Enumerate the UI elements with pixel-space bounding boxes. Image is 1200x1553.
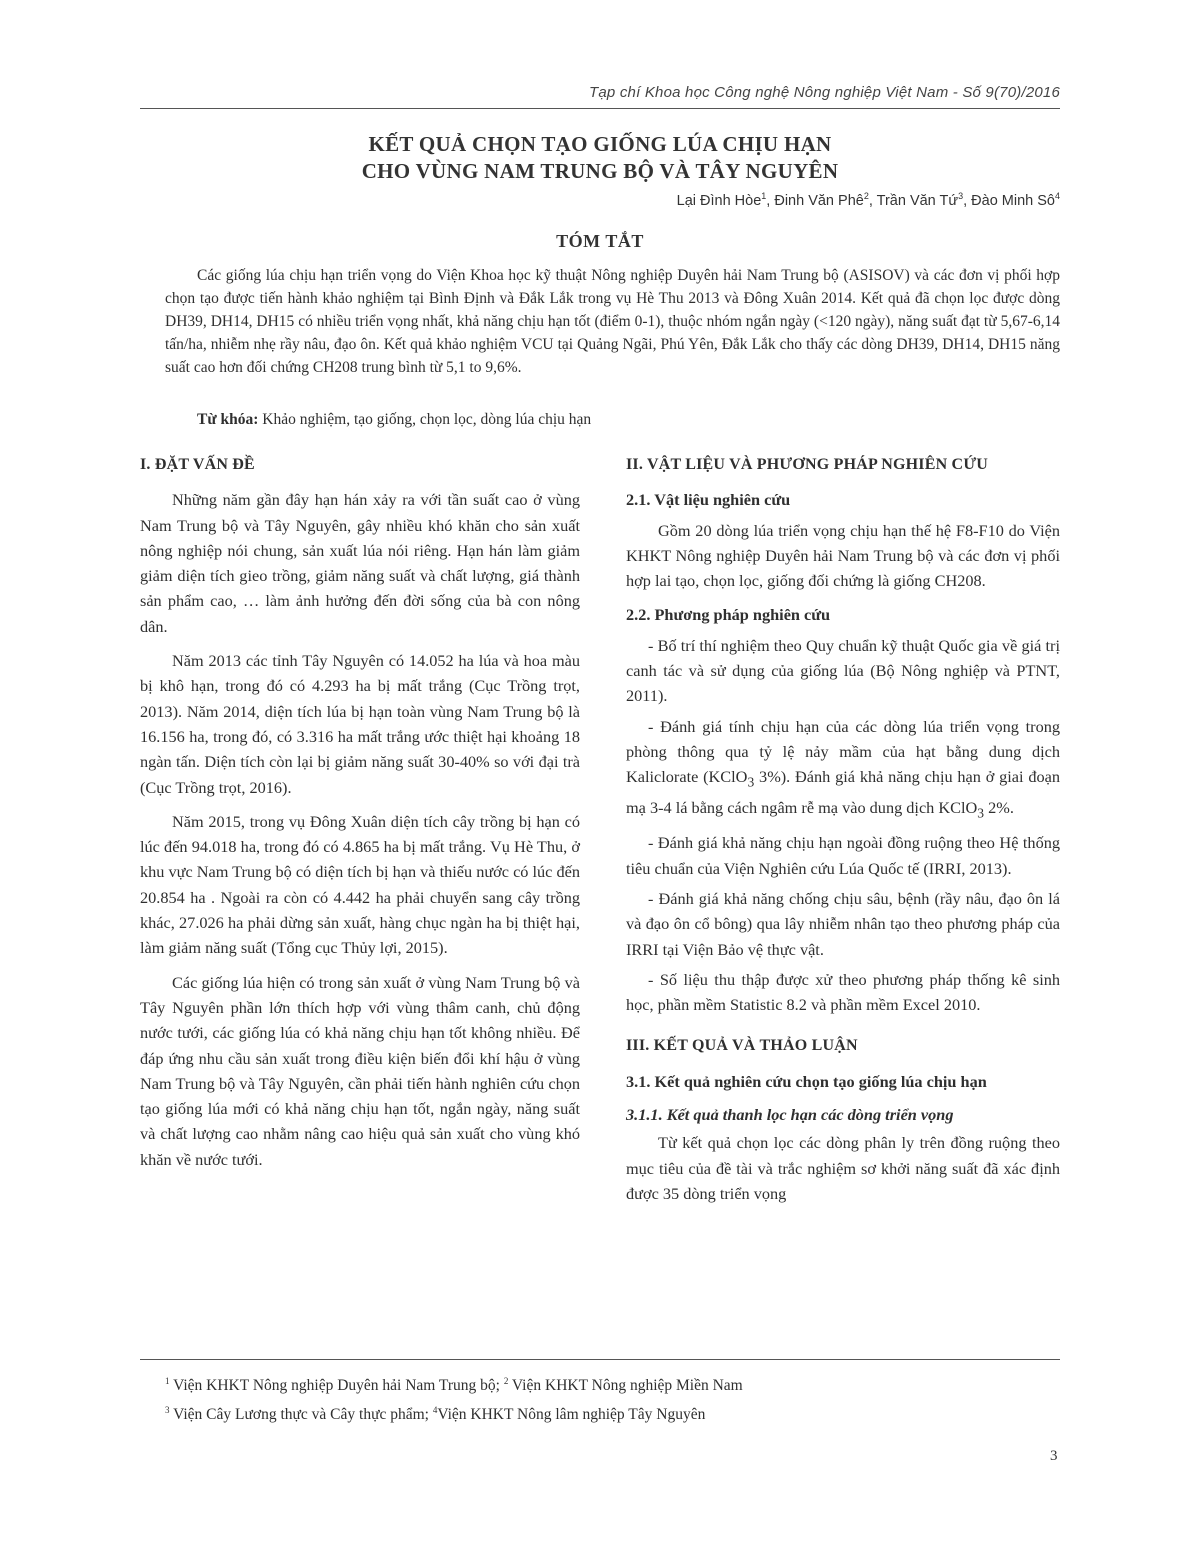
title-line-1: KẾT QUẢ CHỌN TẠO GIỐNG LÚA CHỊU HẠN	[368, 132, 832, 156]
section-heading-results: III. KẾT QUẢ VÀ THẢO LUẬN	[626, 1037, 858, 1055]
section-heading-methods: II. VẬT LIỆU VÀ PHƯƠNG PHÁP NGHIÊN CỨU	[626, 456, 989, 473]
right-column	[626, 452, 1060, 1215]
paragraph: Gồm 20 dòng lúa triển vọng chịu hạn thế hệ F8-F10 do Viện KHKT Nông nghiệp Duyên hải Nam Trung bộ và các đơn vị phối hợp lai tạo, chọn lọc, giống đối chứng là giống CH208.	[626, 520, 1060, 591]
footnote-divider	[140, 1359, 1060, 1360]
paper-title	[140, 131, 1060, 185]
paragraph: Năm 2013 các tỉnh Tây Nguyên có 14.052 ha lúa và hoa màu bị khô hạn, trong đó có 4.293 ha bị mất trắng (Cục Trồng trọt, 2013). Năm 2014, diện tích lúa bị hạn toàn vùng Nam Trung bộ là 16.156 ha, trong đó, có 3.316 ha mất trắng ước thiệt hại khoảng 18 ngàn tấn. Diện tích còn lại bị giảm năng suất 30-40% so với đại trà (Cục Trồng trọt, 2016).	[140, 651, 580, 797]
author: Đào Minh $Sô^4$	[971, 191, 1060, 209]
method-item: - Bố trí thí nghiệm theo Quy chuẩn kỹ thuật Quốc gia về giá trị canh tác và sử dụng của giống lúa (Bộ Nông nghiệp và PTNT, 2011).	[626, 635, 1060, 706]
footnotes	[165, 1369, 743, 1427]
author-affiliation-mark: 1	[761, 191, 767, 201]
author-list	[677, 191, 1060, 209]
title-line-2: CHO VÙNG NAM TRUNG BỘ VÀ TÂY NGUYÊN	[361, 159, 839, 183]
method-item: - Đánh giá khả năng chịu hạn ngoài đồng ruộng theo Hệ thống tiêu chuẩn của Viện Nghiên cứu Lúa Quốc tế (IRRI, 2013).	[626, 833, 1060, 878]
abstract-body	[165, 264, 1060, 379]
author: Trần Văn Tứ$^3$,	[876, 191, 972, 209]
subsubsection-heading-screening: 3.1.1. Kết quả thanh lọc hạn các dòng triển vọng	[626, 1105, 954, 1125]
author-affiliation-mark: 2	[863, 191, 869, 201]
journal-header: Tạp chí Khoa học Công nghệ Nông nghiệp Việt Nam - Số 9(70)/2016	[589, 84, 1060, 101]
footnote-line: $^3$ Viện Cây Lương thực và Cây thực phẩm; $^4$Viện KHKT Nông lâm nghiệp Tây Nguyên	[165, 1405, 706, 1424]
method-item: - Đánh giá khả năng chống chịu sâu, bệnh (rầy nâu, đạo ôn lá và đạo ôn cổ bông) qua lây nhiễm nhân tạo theo phương pháp của IRRI tại Viện Bảo vệ thực vật.	[626, 888, 1060, 959]
paragraph: Các giống lúa hiện có trong sản xuất ở vùng Nam Trung bộ và Tây Nguyên phần lớn thích hợp với vùng thâm canh, chủ động nước tưới, các giống lúa có khả năng chịu hạn tốt không nhiều. Để đáp ứng nhu cầu sản xuất trong điều kiện biến đổi khí hậu ở vùng Nam Trung bộ và Tây Nguyên, cần phải tiến hành nghiên cứu chọn tạo giống lúa mới có khả năng chịu hạn tốt, ngắn ngày, năng suất và chất lượng cao nhằm nâng cao hiệu quả sản xuất cho vùng khó khăn về nước tưới.	[140, 972, 580, 1169]
abstract-text: Các giống lúa chịu hạn triển vọng do Viện Khoa học kỹ thuật Nông nghiệp Duyên hải Nam Trung bộ (ASISOV) và các đơn vị phối hợp chọn tạo được tiến hành khảo nghiệm tại Bình Định và Đắk Lắk trong vụ Hè Thu 2013 và Đông Xuân 2014. Kết quả đã chọn lọc được dòng DH39, DH14, DH15 có nhiều triển vọng nhất, khả năng chịu hạn tốt (điểm 0-1), thuộc nhóm ngắn ngày (<120 ngày), năng suất đạt từ 5,67-6,14 tấn/ha, nhiễm nhẹ rầy nâu, đạo ôn. Kết quả khảo nghiệm VCU tại Quảng Ngãi, Phú Yên, Đắk Lắk cho thấy các dòng DH39, DH14, DH15 năng suất cao hơn đối chứng CH208 trung bình từ 5,1 to 9,6%.	[165, 267, 1060, 376]
keywords	[197, 408, 591, 431]
subsection-heading-materials: 2.1. Vật liệu nghiên cứu	[626, 490, 791, 510]
abstract-heading: TÓM TẮT	[556, 231, 644, 251]
header-divider	[140, 108, 1060, 109]
subsection-heading-breeding: 3.1. Kết quả nghiên cứu chọn tạo giống lúa chịu hạn	[626, 1071, 987, 1091]
keywords-text: Khảo nghiệm, tạo giống, chọn lọc, dòng lúa chịu hạn	[258, 411, 592, 428]
method-item: - Đánh giá tính chịu hạn của các dòng lúa triển vọng trong phòng thông qua tỷ lệ nảy mầm của hạt bằng dung dịch Kaliclorate (KClO$_3$ 3%). Đánh giá khả năng chịu hạn ở giai đoạn mạ 3-4 lá bằng cách ngâm rễ mạ vào dung dịch KClO$_3$ 2%.	[626, 716, 1061, 821]
page-number: 3	[1050, 1448, 1058, 1464]
footnote-line: $^1$ Viện KHKT Nông nghiệp Duyên hải Nam Trung bộ; $^2$ Viện KHKT Nông nghiệp Miền Nam	[165, 1376, 743, 1395]
paragraph: Những năm gần đây hạn hán xảy ra với tần suất cao ở vùng Nam Trung bộ và Tây Nguyên, gây nhiều khó khăn cho sản xuất nông nghiệp nói chung, sản xuất lúa nói riêng. Hạn hán làm giảm giảm diện tích gieo trồng, giảm năng suất và chất lượng, giá thành sản phẩm cao, … làm ảnh hưởng đến đời sống của bà con nông dân.	[140, 490, 580, 636]
author-affiliation-mark: 4	[1054, 191, 1060, 201]
paragraph: Năm 2015, trong vụ Đông Xuân diện tích cây trồng bị hạn có lúc đến 94.018 ha, trong đó có 4.865 ha bị mất trắng. Vụ Hè Thu, ở khu vực Nam Trung bộ có diện tích bị hạn và thiếu nước có lúc đến 20.854 ha . Ngoài ra còn có 4.442 ha phải chuyển sang cây trồng khác, 27.026 ha phải dừng sản xuất, hàng chục ngàn ha bị thiệt hại, làm giảm năng suất (Tổng cục Thủy lợi, 2015).	[140, 811, 580, 958]
author: Đinh Văn Phê$^2$,	[774, 191, 877, 209]
left-column	[140, 452, 580, 1181]
keywords-label: Từ khóa:	[197, 411, 259, 428]
section-heading-introduction: I. ĐẶT VẤN ĐỀ	[140, 456, 255, 473]
author-affiliation-mark: 3	[958, 191, 964, 201]
author: Lại Đình Hòe$^1$,	[676, 191, 775, 209]
method-item: - Số liệu thu thập được xử theo phương pháp thống kê sinh học, phần mềm Statistic 8.2 và phần mềm Excel 2010.	[626, 969, 1060, 1015]
paragraph: Từ kết quả chọn lọc các dòng phân ly trên đồng ruộng theo mục tiêu của đề tài và trắc nghiệm sơ khởi năng suất đã xác định được 35 dòng triển vọng	[626, 1133, 1060, 1203]
subsection-heading-methods: 2.2. Phương pháp nghiên cứu	[626, 605, 831, 625]
